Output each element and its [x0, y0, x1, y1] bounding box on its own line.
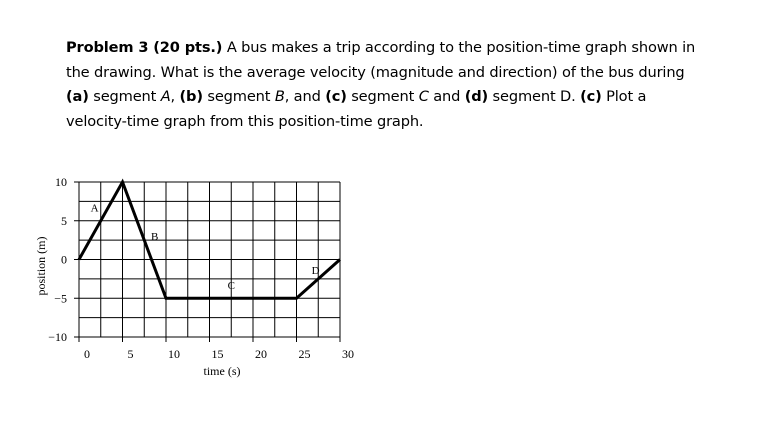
x-tick-label: 30	[342, 347, 354, 361]
problem-text-7: and	[428, 88, 465, 105]
problem-text-5: , and	[284, 88, 326, 105]
y-tick-label: −10	[48, 330, 67, 344]
part-c-label: (c)	[325, 88, 347, 105]
problem-text-4: segment	[202, 88, 275, 105]
x-tick-label: 10	[168, 347, 180, 361]
x-tick-label: 20	[255, 347, 267, 361]
y-tick-label: −5	[54, 291, 67, 306]
segment-label: A	[90, 202, 99, 215]
y-tick-label: 10	[55, 175, 67, 189]
chart-grid	[74, 182, 340, 342]
problem-text-8: segment D.	[488, 88, 581, 105]
y-tick-label: 5	[61, 213, 67, 228]
segment-b-name: B	[274, 88, 285, 105]
part-a-label: (a)	[66, 88, 89, 105]
segment-label: D	[311, 265, 320, 278]
part-b-label: (b)	[179, 88, 203, 105]
part-d-label: (d)	[464, 88, 489, 105]
problem-text-9: Plot a velocity-time graph from this position-time graph.	[66, 88, 647, 130]
segment-label: B	[151, 231, 159, 244]
segment-a-name: A	[160, 88, 171, 105]
x-axis-label: time (s)	[203, 364, 241, 378]
part-e-label: (c)	[580, 88, 602, 105]
y-axis-label: position (m)	[34, 236, 48, 296]
problem-text-3: ,	[170, 88, 180, 105]
segment-c-name: C	[418, 88, 429, 105]
y-tick-label: 0	[61, 252, 67, 267]
x-tick-label: 25	[298, 347, 311, 361]
x-tick-label: 5	[127, 347, 134, 361]
problem-label: Problem 3 (20 pts.)	[66, 39, 223, 56]
x-tick-label: 15	[211, 347, 224, 361]
x-tick-label: 0	[84, 347, 90, 361]
problem-text-2: segment	[88, 88, 161, 105]
segment-label: C	[227, 279, 235, 292]
problem-text-1: A bus makes a trip according to the position-time graph shown in the drawing. What is the average velocity (magnitude and direction) of the bus during	[66, 39, 696, 81]
problem-text-6: segment	[346, 88, 419, 105]
